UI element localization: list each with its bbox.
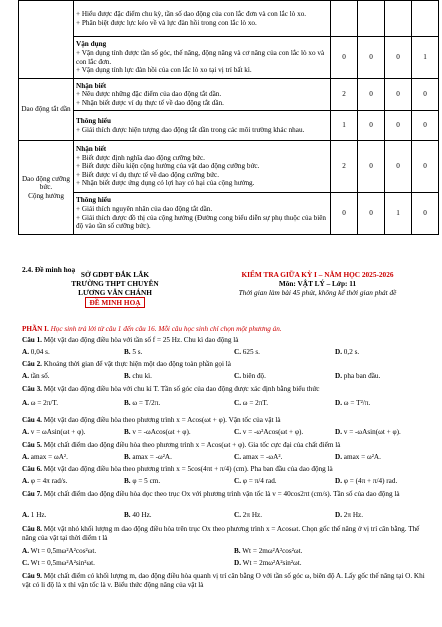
objective-text: + Nêu được những đặc điểm của dao động tắt dần. <box>76 90 222 99</box>
matrix-row <box>19 193 439 235</box>
exam-time: Thời gian làm bài 45 phút, không kể thời gian phát đề <box>238 288 397 297</box>
question-stem <box>22 360 428 369</box>
option-text: v = -ωAsin(ωt + φ). <box>343 428 401 436</box>
option-letter: C. <box>22 559 29 567</box>
objective-text: + Nhận biết được ví dụ thực tế về dao động tắt dần. <box>76 98 224 107</box>
option-letter: B. <box>124 511 131 519</box>
answer-option[interactable] <box>335 477 397 486</box>
option-text: ω = 2πT. <box>242 399 269 407</box>
exam-title: KIỂM TRA GIỮA KỲ I – NĂM HỌC 2025-2026 <box>241 270 394 279</box>
question-text: Khoảng thời gian để vật thực hiện một dao động toàn phần gọi là <box>43 360 231 368</box>
option-letter: B. <box>124 348 131 356</box>
part-instruction: Học sinh trả lời từ câu 1 đến câu 16. Mỗi câu học sinh chỉ chọn một phương án. <box>50 325 282 333</box>
topic-cell: Dao động tắt dần <box>19 79 74 141</box>
answer-option[interactable] <box>234 547 302 556</box>
answer-option[interactable] <box>124 453 172 462</box>
count-cell: 0 <box>412 111 439 141</box>
count-cell: 0 <box>358 37 385 79</box>
question-label: Câu 5. <box>22 441 42 449</box>
answer-option[interactable] <box>22 428 85 437</box>
answer-option[interactable] <box>234 348 260 357</box>
assessment-matrix-table <box>18 0 439 235</box>
count-cell: 0 <box>358 141 385 193</box>
answer-option[interactable] <box>234 477 277 486</box>
option-text: φ = π/4 rad. <box>242 477 277 485</box>
count-cell: 0 <box>358 111 385 141</box>
level-label: Thông hiểu <box>76 116 111 125</box>
question-label: Câu 9. <box>22 572 42 580</box>
option-text: Wt = 2mω²A²cos²ωt. <box>242 547 303 555</box>
option-text: ω = T²/π. <box>343 399 371 407</box>
option-text: 1 Hz. <box>30 511 47 519</box>
option-letter: C. <box>234 477 241 485</box>
answer-option[interactable] <box>22 348 50 357</box>
count-cell: 0 <box>358 79 385 111</box>
option-letter: B. <box>124 428 131 436</box>
option-text: ω = T/2π. <box>132 399 161 407</box>
answer-option[interactable] <box>22 547 96 556</box>
count-cell: 1 <box>385 193 412 235</box>
option-text: Wt = 2mω²A²sin²ωt. <box>242 559 302 567</box>
answer-option[interactable] <box>22 453 68 462</box>
question-label: Câu 3. <box>22 385 42 393</box>
answer-options-row <box>22 428 428 438</box>
option-letter: C. <box>234 372 241 380</box>
option-letter: B. <box>124 372 131 380</box>
option-text: 5 s. <box>132 348 143 356</box>
sample-exam-badge: ĐỀ MINH HOẠ <box>85 297 144 308</box>
option-letter: A. <box>22 428 29 436</box>
question-label: Câu 6. <box>22 465 42 473</box>
answer-options-row <box>22 348 428 358</box>
count-cell: 0 <box>385 111 412 141</box>
question-label: Câu 2. <box>22 360 42 368</box>
option-letter: D. <box>335 372 342 380</box>
option-text: tần số. <box>30 372 50 380</box>
level-label: Thông hiểu <box>76 196 111 205</box>
option-text: amax = -ωA². <box>242 453 283 461</box>
option-text: 2π Hz. <box>343 511 363 519</box>
option-letter: C. <box>234 348 241 356</box>
option-text: Wt = 0,5mω²A²cos²ωt. <box>30 547 97 555</box>
count-cell <box>385 1 412 37</box>
org-school: TRƯỜNG THPT CHUYÊN <box>71 279 159 288</box>
objective-cell <box>74 1 331 37</box>
count-cell: 0 <box>358 193 385 235</box>
count-cell: 1 <box>412 37 439 79</box>
option-text: 0,2 s. <box>343 348 360 356</box>
count-cell <box>412 1 439 37</box>
answer-option[interactable] <box>22 399 58 408</box>
count-cell <box>331 1 358 37</box>
answer-option[interactable] <box>234 559 302 568</box>
topic-cell <box>19 141 74 235</box>
answer-option[interactable] <box>124 372 152 381</box>
answer-option[interactable] <box>234 453 282 462</box>
answer-option[interactable] <box>335 372 380 381</box>
option-text: amax = -ω²A. <box>132 453 172 461</box>
answer-option[interactable] <box>335 428 401 437</box>
question-text: Một vật nhỏ khối lượng m dao động điều hòa trên trục Ox theo phương trình x = Acosωt. Chọn gốc thế năng ở vị trí cân bằng. Thế năng của vật tại thời điểm t là <box>22 525 420 542</box>
option-letter: A. <box>22 453 29 461</box>
objective-cell <box>74 111 331 141</box>
option-text: chu kì. <box>132 372 152 380</box>
matrix-row <box>19 1 439 37</box>
answer-options-row <box>22 399 428 409</box>
answer-option[interactable] <box>124 477 160 486</box>
topic-text: Dao động cưỡng bức. <box>21 174 71 192</box>
objective-text: + Giải thích được hiện tượng dao động tắt dần trong các môi trường khác nhau. <box>76 125 305 134</box>
answer-option[interactable] <box>22 511 46 520</box>
question-label: Câu 1. <box>22 336 42 344</box>
objective-text: + Biết được điều kiện cộng hưởng của vật dao động cưỡng bức. <box>76 162 260 171</box>
question-text: Một vật dao động điều hòa theo phương trình x = Acos(ωt + φ). Vận tốc của vật là <box>43 416 281 424</box>
option-text: biên độ. <box>242 372 266 380</box>
option-text: φ = (4π + π/4) rad. <box>343 477 398 485</box>
level-label: Nhận biết <box>76 145 107 154</box>
option-letter: A. <box>22 477 29 485</box>
option-letter: D. <box>335 428 342 436</box>
count-cell: 2 <box>331 79 358 111</box>
option-letter: B. <box>124 477 131 485</box>
part-label: PHẦN I. <box>22 325 49 333</box>
objective-cell <box>74 193 331 235</box>
matrix-row <box>19 79 439 111</box>
option-letter: B. <box>124 453 131 461</box>
answer-options-row <box>22 547 428 557</box>
answer-options-row <box>22 477 428 487</box>
objective-text: + Hiểu được đặc điểm chu kỳ, tần số dao động của con lắc đơn và con lắc lò xo. <box>76 9 307 18</box>
question-stem <box>22 441 428 450</box>
option-text: v = -ωAcos(ωt + φ). <box>132 428 191 436</box>
answer-option[interactable] <box>22 372 50 381</box>
option-letter: D. <box>335 477 342 485</box>
question-label: Câu 4. <box>22 416 42 424</box>
exam-subject: Môn: VẬT LÝ – Lớp: 11 <box>278 279 357 288</box>
school-header <box>40 270 190 308</box>
count-cell: 0 <box>412 79 439 111</box>
section-heading: 2.4. Đề minh hoạ <box>22 265 76 274</box>
org-school-name: LƯƠNG VĂN CHÁNH <box>78 288 152 297</box>
question-label: Câu 8. <box>22 525 42 533</box>
option-text: 0,04 s. <box>30 348 50 356</box>
matrix-row <box>19 37 439 79</box>
objective-text: + Giải thích nguyên nhân của dao động tắt dần. <box>76 204 213 213</box>
objective-text: + Biết được định nghĩa dao động cưỡng bức. <box>76 153 205 162</box>
count-cell: 0 <box>331 193 358 235</box>
option-text: amax = ωA². <box>30 453 68 461</box>
count-cell: 0 <box>385 37 412 79</box>
option-text: amax = ω²A. <box>343 453 381 461</box>
count-cell: 0 <box>331 37 358 79</box>
option-letter: C. <box>234 399 241 407</box>
answer-option[interactable] <box>124 399 160 408</box>
answer-option[interactable] <box>234 428 303 437</box>
option-letter: A. <box>22 511 29 519</box>
question-stem <box>22 385 428 394</box>
question-text: Một vật dao động điều hòa với chu kì T. Tần số góc của dao động được xác định bằng biểu thức <box>43 385 320 393</box>
objective-text: + Phân biệt được lực kéo về và lực đàn hồi trong con lắc lò xo. <box>76 18 257 27</box>
option-letter: C. <box>234 428 241 436</box>
answer-options-row <box>22 559 428 569</box>
org-department: SỞ GDĐT ĐẮK LẮK <box>80 270 150 279</box>
option-text: 2π Hz. <box>242 511 262 519</box>
answer-option[interactable] <box>124 511 152 520</box>
answer-options-row <box>22 511 428 521</box>
count-cell: 2 <box>331 141 358 193</box>
option-letter: D. <box>234 559 241 567</box>
answer-option[interactable] <box>335 399 370 408</box>
question-text: Một vật dao động điều hòa với tần số f = 25 Hz. Chu kì dao động là <box>43 336 239 344</box>
level-label: Vận dụng <box>76 40 107 49</box>
option-letter: B. <box>124 399 131 407</box>
exam-header <box>205 270 430 297</box>
option-letter: D. <box>335 453 342 461</box>
objective-cell <box>74 79 331 111</box>
objective-text: + Vận dụng tính được tần số góc, thế năng, động năng và cơ năng của con lắc lò xo và con lắc đơn. <box>76 48 325 66</box>
count-cell: 0 <box>385 141 412 193</box>
question-stem <box>22 465 428 474</box>
option-letter: C. <box>234 511 241 519</box>
question-stem <box>22 525 428 542</box>
matrix-row <box>19 111 439 141</box>
question-text: Một chất điểm dao động điều hòa dọc theo trục Ox với phương trình vận tốc là v = 40cos2πt (cm/s). Tần số của dao động là <box>43 490 400 498</box>
option-letter: A. <box>22 399 29 407</box>
count-cell: 1 <box>331 111 358 141</box>
part-line <box>22 325 428 334</box>
option-text: φ = 4π rad/s. <box>30 477 68 485</box>
objective-text: + Giải thích được đồ thị của cộng hưởng (Đường cong biểu diễn sự phụ thuộc của biên độ vào tần số cưỡng bức). <box>76 213 327 231</box>
answer-option[interactable] <box>22 477 67 486</box>
answer-option[interactable] <box>335 348 359 357</box>
option-letter: B. <box>234 547 241 555</box>
answer-option[interactable] <box>234 399 268 408</box>
answer-option[interactable] <box>234 511 262 520</box>
option-text: v = -ω²Acos(ωt + φ). <box>242 428 304 436</box>
option-text: v = ωAsin(ωt + φ). <box>30 428 86 436</box>
objective-text: + Nhận biết được ứng dụng có lợi hay có hại của cộng hưởng. <box>76 179 255 188</box>
answer-option[interactable] <box>234 372 266 381</box>
question-text: Một vật dao động điều hòa theo phương trình x = 5cos(4πt + π/4) (cm). Pha ban đầu của dao động là <box>43 465 333 473</box>
count-cell <box>358 1 385 37</box>
topic-cell <box>19 1 74 79</box>
question-stem <box>22 572 428 589</box>
option-text: pha ban đầu. <box>343 372 381 380</box>
question-stem <box>22 490 428 499</box>
count-cell: 0 <box>385 79 412 111</box>
option-letter: D. <box>335 348 342 356</box>
option-letter: C. <box>234 453 241 461</box>
question-stem <box>22 336 428 345</box>
question-stem <box>22 416 428 425</box>
objective-text: + Biết được ví dụ thực tế về dao động cưỡng bức. <box>76 170 220 179</box>
answer-option[interactable] <box>335 511 363 520</box>
level-label: Nhận biết <box>76 81 107 90</box>
objective-text: + Vận dụng tính lực đàn hồi của con lắc lò xo tại vị trí bất kì. <box>76 66 252 75</box>
option-letter: A. <box>22 372 29 380</box>
option-text: 625 s. <box>242 348 260 356</box>
option-text: φ = 5 cm. <box>132 477 161 485</box>
count-cell: 0 <box>412 193 439 235</box>
option-text: 40 Hz. <box>132 511 152 519</box>
answer-option[interactable] <box>22 559 95 568</box>
option-letter: D. <box>335 399 342 407</box>
option-letter: A. <box>22 348 29 356</box>
option-text: Wt = 0,5mω²A²sin²ωt. <box>30 559 95 567</box>
question-text: Một chất điểm có khối lượng m, dao động điều hòa quanh vị trí cân bằng O với tần số góc ω, biên độ A. Lấy gốc thế năng tại O. Khi vật có li độ là x thì vận tốc là v. Biểu thức động năng của vật là <box>22 572 425 589</box>
objective-cell <box>74 37 331 79</box>
objective-cell <box>74 141 331 193</box>
answer-option[interactable] <box>124 428 191 437</box>
answer-options-row <box>22 372 428 382</box>
topic-text: Cộng hưởng <box>28 191 64 200</box>
option-letter: A. <box>22 547 29 555</box>
answer-option[interactable] <box>124 348 142 357</box>
answer-option[interactable] <box>335 453 381 462</box>
answer-options-row <box>22 453 428 463</box>
option-letter: D. <box>335 511 342 519</box>
question-label: Câu 7. <box>22 490 42 498</box>
matrix-row <box>19 141 439 193</box>
question-text: Một chất điểm dao động điều hòa theo phương trình x = Acos(ωt + φ). Gia tốc cực đại của chất điểm là <box>43 441 341 449</box>
count-cell: 0 <box>412 141 439 193</box>
option-text: ω = 2π/T. <box>30 399 59 407</box>
